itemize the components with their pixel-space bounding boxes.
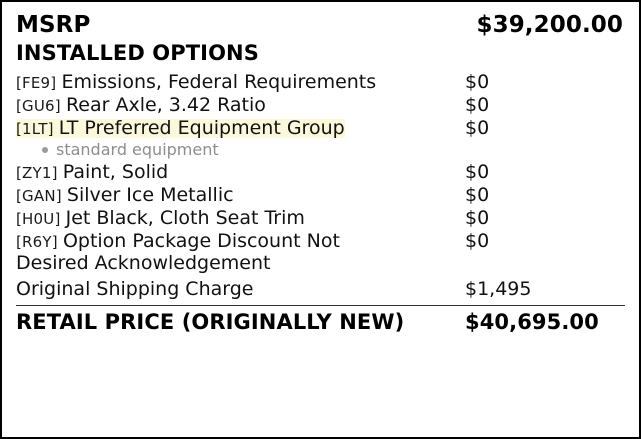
option-code: [1LT] bbox=[16, 120, 54, 138]
option-row bbox=[16, 207, 625, 229]
option-price: $0 bbox=[465, 94, 490, 116]
retail-price-value: $40,695.00 bbox=[465, 310, 599, 335]
option-note bbox=[42, 140, 625, 159]
option-description: Jet Black, Cloth Seat Trim bbox=[65, 207, 305, 229]
option-row bbox=[16, 94, 625, 116]
option-label bbox=[16, 117, 457, 139]
option-code: [GAN] bbox=[16, 187, 62, 205]
option-label bbox=[16, 161, 457, 183]
option-label bbox=[16, 94, 457, 116]
option-label bbox=[16, 71, 457, 93]
option-label bbox=[16, 184, 457, 206]
msrp-label: MSRP bbox=[16, 12, 91, 38]
msrp-row bbox=[16, 12, 625, 38]
option-description: Paint, Solid bbox=[62, 161, 169, 183]
option-code: [ZY1] bbox=[16, 164, 58, 182]
option-label bbox=[16, 207, 457, 229]
msrp-value: $39,200.00 bbox=[476, 12, 623, 38]
option-price: $0 bbox=[465, 71, 490, 93]
total-divider bbox=[16, 305, 625, 306]
option-code: [FE9] bbox=[16, 74, 57, 92]
option-description: Silver Ice Metallic bbox=[66, 184, 234, 206]
option-note-text: standard equipment bbox=[56, 140, 219, 159]
retail-price-row bbox=[16, 310, 625, 334]
option-label bbox=[16, 230, 457, 252]
option-description: Option Package Discount Not bbox=[62, 230, 340, 252]
option-price: $0 bbox=[465, 161, 490, 183]
option-price: $0 bbox=[465, 207, 490, 229]
option-code: [GU6] bbox=[16, 97, 61, 115]
option-row bbox=[16, 184, 625, 206]
option-price: $0 bbox=[465, 230, 490, 252]
option-row-highlighted bbox=[16, 117, 625, 139]
option-description: LT Preferred Equipment Group bbox=[58, 117, 345, 139]
option-code: [H0U] bbox=[16, 210, 61, 228]
option-row bbox=[16, 71, 625, 93]
retail-price-label: RETAIL PRICE (ORIGINALLY NEW) bbox=[16, 310, 405, 335]
shipping-price: $1,495 bbox=[465, 278, 532, 301]
option-description: Emissions, Federal Requirements bbox=[61, 71, 377, 93]
option-description-line2: Desired Acknowledgement bbox=[16, 252, 271, 274]
option-price: $0 bbox=[465, 117, 490, 139]
installed-options-heading: INSTALLED OPTIONS bbox=[16, 41, 259, 65]
bullet-icon bbox=[42, 147, 48, 153]
option-row bbox=[16, 161, 625, 183]
option-row bbox=[16, 230, 625, 252]
shipping-label: Original Shipping Charge bbox=[16, 278, 254, 301]
option-description: Rear Axle, 3.42 Ratio bbox=[65, 94, 266, 116]
shipping-row bbox=[16, 278, 625, 300]
option-code: [R6Y] bbox=[16, 233, 58, 251]
option-price: $0 bbox=[465, 184, 490, 206]
